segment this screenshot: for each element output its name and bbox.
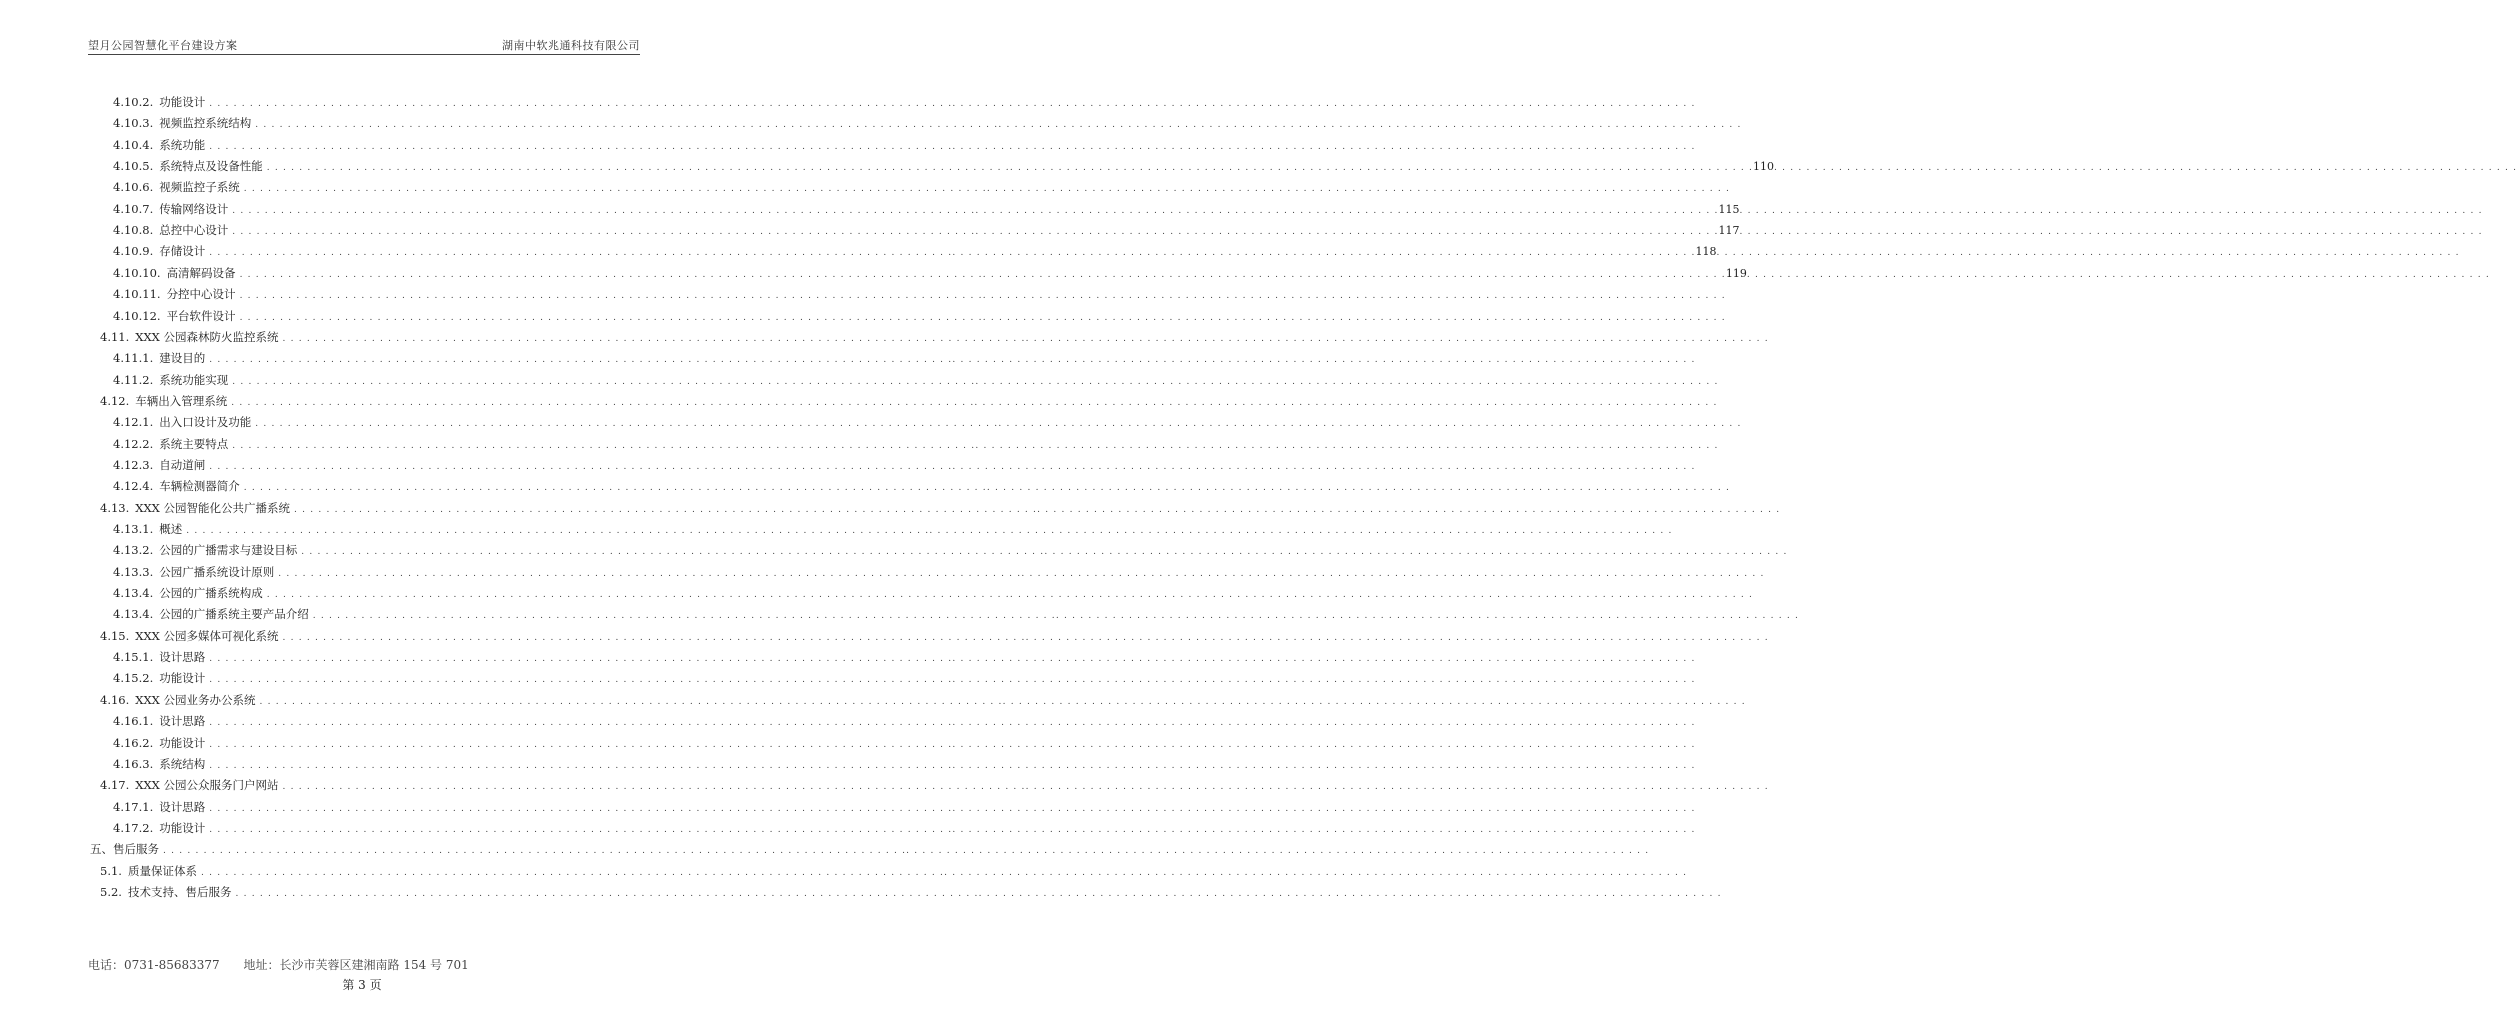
toc-leader-dots: . . . . . . . . . . . . . . . . . . . . . . . . . . . . . . . . . . . . . . . . . . . . . . . . . . . . . . . . . . . . . . . . . . . . . . . . . . . . . . . . . . . . . . . . . . . .. . . . . . . . . . . . . . . . . . . . . . . . . . . . . . . . . . . . . . . . . . . . . . . . . . . . . . . . . . . . . . . . . . . . . . . . . . . . . . . . . . . . . . . . . . . . — [255, 120, 1742, 131]
toc-entry-title: 设计思路 — [159, 650, 206, 665]
toc-leader-dots: . . . . . . . . . . . . . . . . . . . . . . . . . . . . . . . . . . . . . . . . . . . . . . . . . . . . . . . . . . . . . . . . . . . . . . . . . . . . . . . . . . . . . . . . . . . .. . . . . . . . . . . . . . . . . . . . . . . . . . . . . . . . . . . . . . . . . . . . . . . . . . . . . . . . . . . . . . . . . . . . . . . . . . . . . . . . . . . . . . . . . . . . — [163, 846, 1650, 857]
toc-entry[interactable] — [100, 391, 1718, 411]
toc-leader-dots: . . . . . . . . . . . . . . . . . . . . . . . . . . . . . . . . . . . . . . . . . . . . . . . . . . . . . . . . . . . . . . . . . . . . . . . . . . . . . . . . . . . . . . . . . . . . — [1716, 248, 2460, 259]
toc-entry-number: 4.10.10. — [113, 265, 161, 280]
toc-entry-number: 4.16.1. — [113, 714, 154, 729]
toc-entry-page: 110 — [1753, 160, 1775, 174]
toc-entry[interactable] — [113, 263, 2490, 283]
toc-entry-number: 4.16.2. — [113, 735, 154, 750]
toc-entry-title: XXX 公园森林防火监控系统 — [135, 329, 279, 344]
page-number: 第 3 页 — [342, 978, 382, 992]
toc-entry[interactable] — [100, 882, 1722, 902]
toc-entry-number: 4.10.4. — [113, 137, 154, 152]
toc-entry-title: 高清解码设备 — [166, 265, 236, 280]
toc-leader-dots: . . . . . . . . . . . . . . . . . . . . . . . . . . . . . . . . . . . . . . . . . . . . . . . . . . . . . . . . . . . . . . . . . . . . . . . . . . . . . . . . . . . . . . . . . . . .. . . . . . . . . . . . . . . . . . . . . . . . . . . . . . . . . . . . . . . . . . . . . . . . . . . . . . . . . . . . . . . . . . . . . . . . . . . . . . . . . . . . . . . . . . . . — [209, 99, 1696, 109]
toc-entry-title: 功能设计 — [159, 671, 206, 686]
toc-leader-dots: . . . . . . . . . . . . . . . . . . . . . . . . . . . . . . . . . . . . . . . . . . . . . . . . . . . . . . . . . . . . . . . . . . . . . . . . . . . . . . . . . . . . . . . . . . . .. . . . . . . . . . . . . . . . . . . . . . . . . . . . . . . . . . . . . . . . . . . . . . . . . . . . . . . . . . . . . . . . . . . . . . . . . . . . . . . . . . . . . . . . . . . . — [209, 675, 1696, 686]
toc-entry-number: 5.1. — [100, 863, 122, 878]
toc-entry[interactable] — [113, 562, 1765, 582]
toc-entry[interactable] — [113, 412, 1742, 432]
toc-entry-number: 4.15.1. — [113, 650, 154, 665]
toc-entry-number: 4.11. — [100, 329, 130, 344]
toc-entry[interactable] — [90, 839, 1650, 859]
toc-entry[interactable] — [113, 177, 1731, 197]
toc-entry-title: 公园广播系统设计原则 — [159, 564, 275, 579]
toc-leader-dots: . . . . . . . . . . . . . . . . . . . . . . . . . . . . . . . . . . . . . . . . . . . . . . . . . . . . . . . . . . . . . . . . . . . . . . . . . . . . . . . . . . . . . . . . . . . .. . . . . . . . . . . . . . . . . . . . . . . . . . . . . . . . . . . . . . . . . . . . . . . . . . . . . . . . . . . . . . . . . . . . . . . . . . . . . . . . . . . . . . . . . . . . — [301, 547, 1788, 558]
toc-entry-title: 车辆出入管理系统 — [135, 393, 228, 408]
toc-leader-dots: . . . . . . . . . . . . . . . . . . . . . . . . . . . . . . . . . . . . . . . . . . . . . . . . . . . . . . . . . . . . . . . . . . . . . . . . . . . . . . . . . . . . . . . . . . . .. . . . . . . . . . . . . . . . . . . . . . . . . . . . . . . . . . . . . . . . . . . . . . . . . . . . . . . . . . . . . . . . . . . . . . . . . . . . . . . . . . . . . . . . . . . . — [282, 782, 1769, 793]
toc-entry-title: 系统结构 — [159, 756, 206, 771]
toc-entry[interactable] — [113, 135, 1696, 155]
toc-entry-title: 平台软件设计 — [166, 308, 236, 323]
toc-entry[interactable] — [113, 733, 1696, 753]
toc-leader-dots: . . . . . . . . . . . . . . . . . . . . . . . . . . . . . . . . . . . . . . . . . . . . . . . . . . . . . . . . . . . . . . . . . . . . . . . . . . . . . . . . . . . . . . . . . . . .. . . . . . . . . . . . . . . . . . . . . . . . . . . . . . . . . . . . . . . . . . . . . . . . . . . . . . . . . . . . . . . . . . . . . . . . . . . . . . . . . . . . . . . . . . . . — [255, 419, 1742, 430]
toc-entry-number: 4.11.2. — [113, 372, 154, 387]
toc-entry[interactable] — [113, 434, 1719, 454]
toc-entry-number: 4.10.3. — [113, 116, 154, 131]
toc-entry[interactable] — [113, 583, 1754, 603]
toc-entry-title: XXX 公园公众服务门户网站 — [135, 778, 279, 793]
toc-leader-dots: . . . . . . . . . . . . . . . . . . . . . . . . . . . . . . . . . . . . . . . . . . . . . . . . . . . . . . . . . . . . . . . . . . . . . . . . . . . . . . . . . . . . . . . . . . . .. . . . . . . . . . . . . . . . . . . . . . . . . . . . . . . . . . . . . . . . . . . . . . . . . . . . . . . . . . . . . . . . . . . . . . . . . . . . . . . . . . . . . . . . . . . . — [209, 824, 1696, 835]
toc-entry[interactable] — [113, 754, 1696, 774]
toc-leader-dots: . . . . . . . . . . . . . . . . . . . . . . . . . . . . . . . . . . . . . . . . . . . . . . . . . . . . . . . . . . . . . . . . . . . . . . . . . . . . . . . . . . . . . . . . . . . .. . . . . . . . . . . . . . . . . . . . . . . . . . . . . . . . . . . . . . . . . . . . . . . . . . . . . . . . . . . . . . . . . . . . . . . . . . . . . . . . . . . . . . . . . . . . — [278, 568, 1765, 579]
toc-entry-number: 4.10.8. — [113, 223, 154, 238]
toc-entry-title: 公园的广播系统主要产品介绍 — [159, 607, 309, 622]
toc-entry-number: 4.17.1. — [113, 799, 154, 814]
toc-entry-title: 技术支持、售后服务 — [127, 884, 232, 899]
toc-entry[interactable] — [113, 113, 1742, 133]
footer-contact — [88, 956, 489, 973]
toc-entry-title: XXX 公园多媒体可视化系统 — [135, 628, 279, 643]
toc-entry-title: 传输网络设计 — [159, 201, 229, 216]
toc-entry-number: 5.2. — [100, 884, 122, 899]
toc-entry-title: 公园的广播需求与建设目标 — [159, 543, 298, 558]
toc-leader-dots: . . . . . . . . . . . . . . . . . . . . . . . . . . . . . . . . . . . . . . . . . . . . . . . . . . . . . . . . . . . . . . . . . . . . . . . . . . . . . . . . . . . . . . . . . . . .. . . . . . . . . . . . . . . . . . . . . . . . . . . . . . . . . . . . . . . . . . . . . . . . . . . . . . . . . . . . . . . . . . . . . . . . . . . . . . . . . . . . . . . . . . . . — [239, 291, 1726, 302]
toc-entry-number: 4.10.7. — [113, 201, 154, 216]
toc-entry-number: 五、 — [90, 842, 113, 857]
toc-leader-dots: . . . . . . . . . . . . . . . . . . . . . . . . . . . . . . . . . . . . . . . . . . . . . . . . . . . . . . . . . . . . . . . . . . . . . . . . . . . . . . . . . . . . . . . . . . . .. . . . . . . . . . . . . . . . . . . . . . . . . . . . . . . . . . . . . . . . . . . . . . . . . . . . . . . . . . . . . . . . . . . . . . . . . . . . . . . . . . . . . . . . . . . . — [200, 867, 1688, 878]
toc-entry-title: 视频监控子系统 — [159, 180, 240, 195]
toc-entry-title: 设计思路 — [159, 799, 206, 814]
toc-leader-dots: . . . . . . . . . . . . . . . . . . . . . . . . . . . . . . . . . . . . . . . . . . . . . . . . . . . . . . . . . . . . . . . . . . . . . . . . . . . . . . . . . . . . . . . . . . . .. . . . . . . . . . . . . . . . . . . . . . . . . . . . . . . . . . . . . . . . . . . . . . . . . . . . . . . . . . . . . . . . . . . . . . . . . . . . . . . . . . . . . . . . . . . . — [209, 141, 1696, 152]
toc-entry[interactable] — [100, 626, 1769, 646]
toc-entry-number: 4.12.3. — [113, 457, 154, 472]
toc-entry-title: 车辆检测器简介 — [159, 479, 240, 494]
toc-entry-title: 系统特点及设备性能 — [159, 159, 263, 174]
toc-leader-dots: . . . . . . . . . . . . . . . . . . . . . . . . . . . . . . . . . . . . . . . . . . . . . . . . . . . . . . . . . . . . . . . . . . . . . . . . . . . . . . . . . . . . . . . . . . . .. . . . . . . . . . . . . . . . . . . . . . . . . . . . . . . . . . . . . . . . . . . . . . . . . . . . . . . . . . . . . . . . . . . . . . . . . . . . . . . . . . . . . . . . . . . . — [266, 163, 1754, 174]
toc-entry[interactable] — [113, 476, 1731, 496]
toc-entry-number: 4.10.6. — [113, 180, 154, 195]
toc-leader-dots: . . . . . . . . . . . . . . . . . . . . . . . . . . . . . . . . . . . . . . . . . . . . . . . . . . . . . . . . . . . . . . . . . . . . . . . . . . . . . . . . . . . . . . . . . . . .. . . . . . . . . . . . . . . . . . . . . . . . . . . . . . . . . . . . . . . . . . . . . . . . . . . . . . . . . . . . . . . . . . . . . . . . . . . . . . . . . . . . . . . . . . . . — [293, 504, 1781, 515]
toc-entry[interactable] — [113, 604, 1800, 624]
toc-leader-dots: . . . . . . . . . . . . . . . . . . . . . . . . . . . . . . . . . . . . . . . . . . . . . . . . . . . . . . . . . . . . . . . . . . . . . . . . . . . . . . . . . . . . . . . . . . . . — [1774, 163, 2517, 174]
toc-leader-dots: . . . . . . . . . . . . . . . . . . . . . . . . . . . . . . . . . . . . . . . . . . . . . . . . . . . . . . . . . . . . . . . . . . . . . . . . . . . . . . . . . . . . . . . . . . . .. . . . . . . . . . . . . . . . . . . . . . . . . . . . . . . . . . . . . . . . . . . . . . . . . . . . . . . . . . . . . . . . . . . . . . . . . . . . . . . . . . . . . . . . . . . . — [239, 312, 1726, 323]
toc-entry[interactable] — [113, 241, 2460, 261]
toc-entry[interactable] — [113, 711, 1696, 731]
toc-entry-number: 4.12.1. — [113, 415, 154, 430]
toc-leader-dots: . . . . . . . . . . . . . . . . . . . . . . . . . . . . . . . . . . . . . . . . . . . . . . . . . . . . . . . . . . . . . . . . . . . . . . . . . . . . . . . . . . . . . . . . . . . .. . . . . . . . . . . . . . . . . . . . . . . . . . . . . . . . . . . . . . . . . . . . . . . . . . . . . . . . . . . . . . . . . . . . . . . . . . . . . . . . . . . . . . . . . . . . — [209, 718, 1696, 729]
toc-leader-dots: . . . . . . . . . . . . . . . . . . . . . . . . . . . . . . . . . . . . . . . . . . . . . . . . . . . . . . . . . . . . . . . . . . . . . . . . . . . . . . . . . . . . . . . . . . . . — [1739, 205, 2483, 216]
toc-entry-number: 4.10.11. — [113, 287, 161, 302]
toc-entry-number: 4.15. — [100, 628, 130, 643]
toc-leader-dots: . . . . . . . . . . . . . . . . . . . . . . . . . . . . . . . . . . . . . . . . . . . . . . . . . . . . . . . . . . . . . . . . . . . . . . . . . . . . . . . . . . . . . . . . . . . .. . . . . . . . . . . . . . . . . . . . . . . . . . . . . . . . . . . . . . . . . . . . . . . . . . . . . . . . . . . . . . . . . . . . . . . . . . . . . . . . . . . . . . . . . . . . — [235, 888, 1722, 899]
toc-entry[interactable] — [100, 775, 1769, 795]
toc-leader-dots: . . . . . . . . . . . . . . . . . . . . . . . . . . . . . . . . . . . . . . . . . . . . . . . . . . . . . . . . . . . . . . . . . . . . . . . . . . . . . . . . . . . . . . . . . . . . — [1739, 227, 2483, 238]
toc-entry-title: 售后服务 — [113, 842, 159, 857]
toc-entry-number: 4.12.2. — [113, 436, 154, 451]
toc-entry-number: 4.13.1. — [113, 522, 154, 536]
toc-entry-number: 4.13.2. — [113, 543, 154, 558]
toc-entry-number: 4.17.2. — [113, 820, 154, 835]
toc-entry[interactable] — [113, 818, 1696, 838]
toc-entry-number: 4.10.5. — [113, 159, 154, 174]
toc-leader-dots: . . . . . . . . . . . . . . . . . . . . . . . . . . . . . . . . . . . . . . . . . . . . . . . . . . . . . . . . . . . . . . . . . . . . . . . . . . . . . . . . . . . . . . . . . . . .. . . . . . . . . . . . . . . . . . . . . . . . . . . . . . . . . . . . . . . . . . . . . . . . . . . . . . . . . . . . . . . . . . . . . . . . . . . . . . . . . . . . . . . . . . . . — [232, 376, 1719, 387]
toc-entry-title: 建设目的 — [159, 351, 206, 366]
toc-entry[interactable] — [100, 690, 1746, 710]
toc-leader-dots: . . . . . . . . . . . . . . . . . . . . . . . . . . . . . . . . . . . . . . . . . . . . . . . . . . . . . . . . . . . . . . . . . . . . . . . . . . . . . . . . . . . . . . . . . . . .. . . . . . . . . . . . . . . . . . . . . . . . . . . . . . . . . . . . . . . . . . . . . . . . . . . . . . . . . . . . . . . . . . . . . . . . . . . . . . . . . . . . . . . . . . . . — [209, 803, 1696, 814]
toc-entry[interactable] — [113, 668, 1696, 688]
document-title: 望月公园智慧化平台建设方案 — [88, 39, 238, 52]
toc-entry-title: 存储设计 — [159, 244, 206, 259]
toc-entry-title: 设计思路 — [159, 714, 206, 729]
toc-leader-dots: . . . . . . . . . . . . . . . . . . . . . . . . . . . . . . . . . . . . . . . . . . . . . . . . . . . . . . . . . . . . . . . . . . . . . . . . . . . . . . . . . . . . . . . . . . . .. . . . . . . . . . . . . . . . . . . . . . . . . . . . . . . . . . . . . . . . . . . . . . . . . . . . . . . . . . . . . . . . . . . . . . . . . . . . . . . . . . . . . . . . . . . . — [232, 227, 1719, 238]
footer-phone: 电话：0731-85683377 — [88, 958, 220, 972]
toc-leader-dots: . . . . . . . . . . . . . . . . . . . . . . . . . . . . . . . . . . . . . . . . . . . . . . . . . . . . . . . . . . . . . . . . . . . . . . . . . . . . . . . . . . . . . . . . . . . .. . . . . . . . . . . . . . . . . . . . . . . . . . . . . . . . . . . . . . . . . . . . . . . . . . . . . . . . . . . . . . . . . . . . . . . . . . . . . . . . . . . . . . . . . . . . — [243, 483, 1731, 494]
toc-leader-dots: . . . . . . . . . . . . . . . . . . . . . . . . . . . . . . . . . . . . . . . . . . . . . . . . . . . . . . . . . . . . . . . . . . . . . . . . . . . . . . . . . . . . . . . . . . . .. . . . . . . . . . . . . . . . . . . . . . . . . . . . . . . . . . . . . . . . . . . . . . . . . . . . . . . . . . . . . . . . . . . . . . . . . . . . . . . . . . . . . . . . . . . . — [239, 269, 1726, 280]
toc-entry[interactable] — [113, 519, 1673, 539]
toc-entry-title: 系统主要特点 — [159, 436, 229, 451]
toc-leader-dots: . . . . . . . . . . . . . . . . . . . . . . . . . . . . . . . . . . . . . . . . . . . . . . . . . . . . . . . . . . . . . . . . . . . . . . . . . . . . . . . . . . . . . . . . . . . .. . . . . . . . . . . . . . . . . . . . . . . . . . . . . . . . . . . . . . . . . . . . . . . . . . . . . . . . . . . . . . . . . . . . . . . . . . . . . . . . . . . . . . . . . . . . — [312, 611, 1800, 622]
toc-entry-title: 功能设计 — [159, 95, 206, 109]
toc-entry-number: 4.13.3. — [113, 564, 154, 579]
toc-entry-title: XXX 公园业务办公系统 — [135, 692, 256, 707]
toc-leader-dots: . . . . . . . . . . . . . . . . . . . . . . . . . . . . . . . . . . . . . . . . . . . . . . . . . . . . . . . . . . . . . . . . . . . . . . . . . . . . . . . . . . . . . . . . . . . .. . . . . . . . . . . . . . . . . . . . . . . . . . . . . . . . . . . . . . . . . . . . . . . . . . . . . . . . . . . . . . . . . . . . . . . . . . . . . . . . . . . . . . . . . . . . — [243, 184, 1731, 195]
toc-leader-dots: . . . . . . . . . . . . . . . . . . . . . . . . . . . . . . . . . . . . . . . . . . . . . . . . . . . . . . . . . . . . . . . . . . . . . . . . . . . . . . . . . . . . . . . . . . . .. . . . . . . . . . . . . . . . . . . . . . . . . . . . . . . . . . . . . . . . . . . . . . . . . . . . . . . . . . . . . . . . . . . . . . . . . . . . . . . . . . . . . . . . . . . . — [231, 397, 1718, 408]
toc-entry-title: 视频监控系统结构 — [159, 116, 252, 131]
toc-entry[interactable] — [113, 797, 1696, 817]
toc-entry-number: 4.12. — [100, 393, 130, 408]
toc-leader-dots: . . . . . . . . . . . . . . . . . . . . . . . . . . . . . . . . . . . . . . . . . . . . . . . . . . . . . . . . . . . . . . . . . . . . . . . . . . . . . . . . . . . . . . . . . . . .. . . . . . . . . . . . . . . . . . . . . . . . . . . . . . . . . . . . . . . . . . . . . . . . . . . . . . . . . . . . . . . . . . . . . . . . . . . . . . . . . . . . . . . . . . . . — [209, 355, 1696, 366]
toc-entry-title: 自动道闸 — [159, 457, 206, 472]
toc-entry-title: 分控中心设计 — [166, 287, 236, 302]
toc-entry-title: 功能设计 — [159, 735, 206, 750]
toc-leader-dots: . . . . . . . . . . . . . . . . . . . . . . . . . . . . . . . . . . . . . . . . . . . . . . . . . . . . . . . . . . . . . . . . . . . . . . . . . . . . . . . . . . . . . . . . . . . .. . . . . . . . . . . . . . . . . . . . . . . . . . . . . . . . . . . . . . . . . . . . . . . . . . . . . . . . . . . . . . . . . . . . . . . . . . . . . . . . . . . . . . . . . . . . — [282, 333, 1769, 344]
company-name: 湖南中软兆通科技有限公司 — [502, 39, 640, 52]
toc-leader-dots: . . . . . . . . . . . . . . . . . . . . . . . . . . . . . . . . . . . . . . . . . . . . . . . . . . . . . . . . . . . . . . . . . . . . . . . . . . . . . . . . . . . . . . . . . . . .. . . . . . . . . . . . . . . . . . . . . . . . . . . . . . . . . . . . . . . . . . . . . . . . . . . . . . . . . . . . . . . . . . . . . . . . . . . . . . . . . . . . . . . . . . . . — [259, 696, 1746, 707]
toc-entry-number: 4.16. — [100, 692, 130, 707]
toc-entry-number: 4.13.4. — [113, 586, 154, 601]
toc-entry[interactable] — [100, 498, 1781, 518]
toc-entry-number: 4.13.4. — [113, 607, 154, 622]
toc-entry-number: 4.11.1. — [113, 351, 154, 366]
toc-entry-number: 4.16.3. — [113, 756, 154, 771]
toc-entry-page: 118 — [1695, 245, 1717, 259]
toc-leader-dots: . . . . . . . . . . . . . . . . . . . . . . . . . . . . . . . . . . . . . . . . . . . . . . . . . . . . . . . . . . . . . . . . . . . . . . . . . . . . . . . . . . . . . . . . . . . .. . . . . . . . . . . . . . . . . . . . . . . . . . . . . . . . . . . . . . . . . . . . . . . . . . . . . . . . . . . . . . . . . . . . . . . . . . . . . . . . . . . . . . . . . . . . — [209, 739, 1696, 750]
toc-entry-number: 4.13. — [100, 500, 130, 515]
toc-entry-number: 4.10.2. — [113, 95, 154, 109]
footer-address: 地址：长沙市芙蓉区建湘南路 154 号 701 — [243, 958, 469, 972]
toc-leader-dots: . . . . . . . . . . . . . . . . . . . . . . . . . . . . . . . . . . . . . . . . . . . . . . . . . . . . . . . . . . . . . . . . . . . . . . . . . . . . . . . . . . . . . . . . . . . .. . . . . . . . . . . . . . . . . . . . . . . . . . . . . . . . . . . . . . . . . . . . . . . . . . . . . . . . . . . . . . . . . . . . . . . . . . . . . . . . . . . . . . . . . . . . — [186, 526, 1673, 536]
toc-leader-dots: . . . . . . . . . . . . . . . . . . . . . . . . . . . . . . . . . . . . . . . . . . . . . . . . . . . . . . . . . . . . . . . . . . . . . . . . . . . . . . . . . . . . . . . . . . . .. . . . . . . . . . . . . . . . . . . . . . . . . . . . . . . . . . . . . . . . . . . . . . . . . . . . . . . . . . . . . . . . . . . . . . . . . . . . . . . . . . . . . . . . . . . . — [209, 760, 1696, 771]
toc-entry[interactable] — [113, 455, 1696, 475]
toc-entry[interactable] — [113, 540, 1788, 560]
toc-entry[interactable] — [113, 306, 1726, 326]
toc-entry-number: 4.10.12. — [113, 308, 161, 323]
toc-entry-title: 公园的广播系统构成 — [159, 586, 263, 601]
toc-leader-dots: . . . . . . . . . . . . . . . . . . . . . . . . . . . . . . . . . . . . . . . . . . . . . . . . . . . . . . . . . . . . . . . . . . . . . . . . . . . . . . . . . . . . . . . . . . . .. . . . . . . . . . . . . . . . . . . . . . . . . . . . . . . . . . . . . . . . . . . . . . . . . . . . . . . . . . . . . . . . . . . . . . . . . . . . . . . . . . . . . . . . . . . . — [209, 461, 1696, 472]
toc-entry-number: 4.12.4. — [113, 479, 154, 494]
toc-entry-title: 出入口设计及功能 — [159, 415, 252, 430]
toc-entry-title: 系统功能 — [159, 137, 206, 152]
toc-entry[interactable] — [113, 370, 1719, 390]
toc-entry-number: 4.10.9. — [113, 244, 154, 259]
toc-leader-dots: . . . . . . . . . . . . . . . . . . . . . . . . . . . . . . . . . . . . . . . . . . . . . . . . . . . . . . . . . . . . . . . . . . . . . . . . . . . . . . . . . . . . . . . . . . . .. . . . . . . . . . . . . . . . . . . . . . . . . . . . . . . . . . . . . . . . . . . . . . . . . . . . . . . . . . . . . . . . . . . . . . . . . . . . . . . . . . . . . . . . . . . . — [209, 248, 1696, 259]
toc-entry-title: 概述 — [159, 522, 183, 536]
page-header — [88, 34, 640, 55]
toc-entry-title: 功能设计 — [159, 820, 206, 835]
toc-leader-dots: . . . . . . . . . . . . . . . . . . . . . . . . . . . . . . . . . . . . . . . . . . . . . . . . . . . . . . . . . . . . . . . . . . . . . . . . . . . . . . . . . . . . . . . . . . . .. . . . . . . . . . . . . . . . . . . . . . . . . . . . . . . . . . . . . . . . . . . . . . . . . . . . . . . . . . . . . . . . . . . . . . . . . . . . . . . . . . . . . . . . . . . . — [232, 440, 1719, 451]
toc-entry-title: 质量保证体系 — [127, 863, 197, 878]
toc-entry[interactable] — [113, 199, 2483, 219]
toc-entry-title: 总控中心设计 — [159, 223, 229, 238]
toc-entry-title: XXX 公园智能化公共广播系统 — [135, 500, 290, 515]
toc-entry[interactable] — [113, 348, 1696, 368]
toc-entry[interactable] — [100, 327, 1769, 347]
toc-leader-dots: . . . . . . . . . . . . . . . . . . . . . . . . . . . . . . . . . . . . . . . . . . . . . . . . . . . . . . . . . . . . . . . . . . . . . . . . . . . . . . . . . . . . . . . . . . . .. . . . . . . . . . . . . . . . . . . . . . . . . . . . . . . . . . . . . . . . . . . . . . . . . . . . . . . . . . . . . . . . . . . . . . . . . . . . . . . . . . . . . . . . . . . . — [209, 654, 1696, 665]
toc-entry-page: 117 — [1718, 224, 1740, 238]
toc-entry-number: 4.17. — [100, 778, 130, 793]
toc-entry-number: 4.15.2. — [113, 671, 154, 686]
toc-entry[interactable] — [100, 861, 1688, 881]
toc-entry[interactable] — [113, 92, 1696, 112]
toc-entry[interactable] — [113, 647, 1696, 667]
toc-leader-dots: . . . . . . . . . . . . . . . . . . . . . . . . . . . . . . . . . . . . . . . . . . . . . . . . . . . . . . . . . . . . . . . . . . . . . . . . . . . . . . . . . . . . . . . . . . . .. . . . . . . . . . . . . . . . . . . . . . . . . . . . . . . . . . . . . . . . . . . . . . . . . . . . . . . . . . . . . . . . . . . . . . . . . . . . . . . . . . . . . . . . . . . . — [266, 590, 1754, 601]
toc-leader-dots: . . . . . . . . . . . . . . . . . . . . . . . . . . . . . . . . . . . . . . . . . . . . . . . . . . . . . . . . . . . . . . . . . . . . . . . . . . . . . . . . . . . . . . . . . . . .. . . . . . . . . . . . . . . . . . . . . . . . . . . . . . . . . . . . . . . . . . . . . . . . . . . . . . . . . . . . . . . . . . . . . . . . . . . . . . . . . . . . . . . . . . . . — [282, 632, 1769, 643]
toc-entry-page: 119 — [1725, 266, 1747, 280]
toc-entry[interactable] — [113, 220, 2483, 240]
toc-leader-dots: . . . . . . . . . . . . . . . . . . . . . . . . . . . . . . . . . . . . . . . . . . . . . . . . . . . . . . . . . . . . . . . . . . . . . . . . . . . . . . . . . . . . . . . . . . . .. . . . . . . . . . . . . . . . . . . . . . . . . . . . . . . . . . . . . . . . . . . . . . . . . . . . . . . . . . . . . . . . . . . . . . . . . . . . . . . . . . . . . . . . . . . . — [232, 205, 1719, 216]
toc-entry-title: 系统功能实现 — [159, 372, 229, 387]
toc-leader-dots: . . . . . . . . . . . . . . . . . . . . . . . . . . . . . . . . . . . . . . . . . . . . . . . . . . . . . . . . . . . . . . . . . . . . . . . . . . . . . . . . . . . . . . . . . . . . — [1746, 269, 2490, 280]
toc-entry[interactable] — [113, 284, 1726, 304]
toc-entry[interactable] — [113, 156, 2517, 176]
toc-entry-page: 115 — [1718, 202, 1740, 216]
